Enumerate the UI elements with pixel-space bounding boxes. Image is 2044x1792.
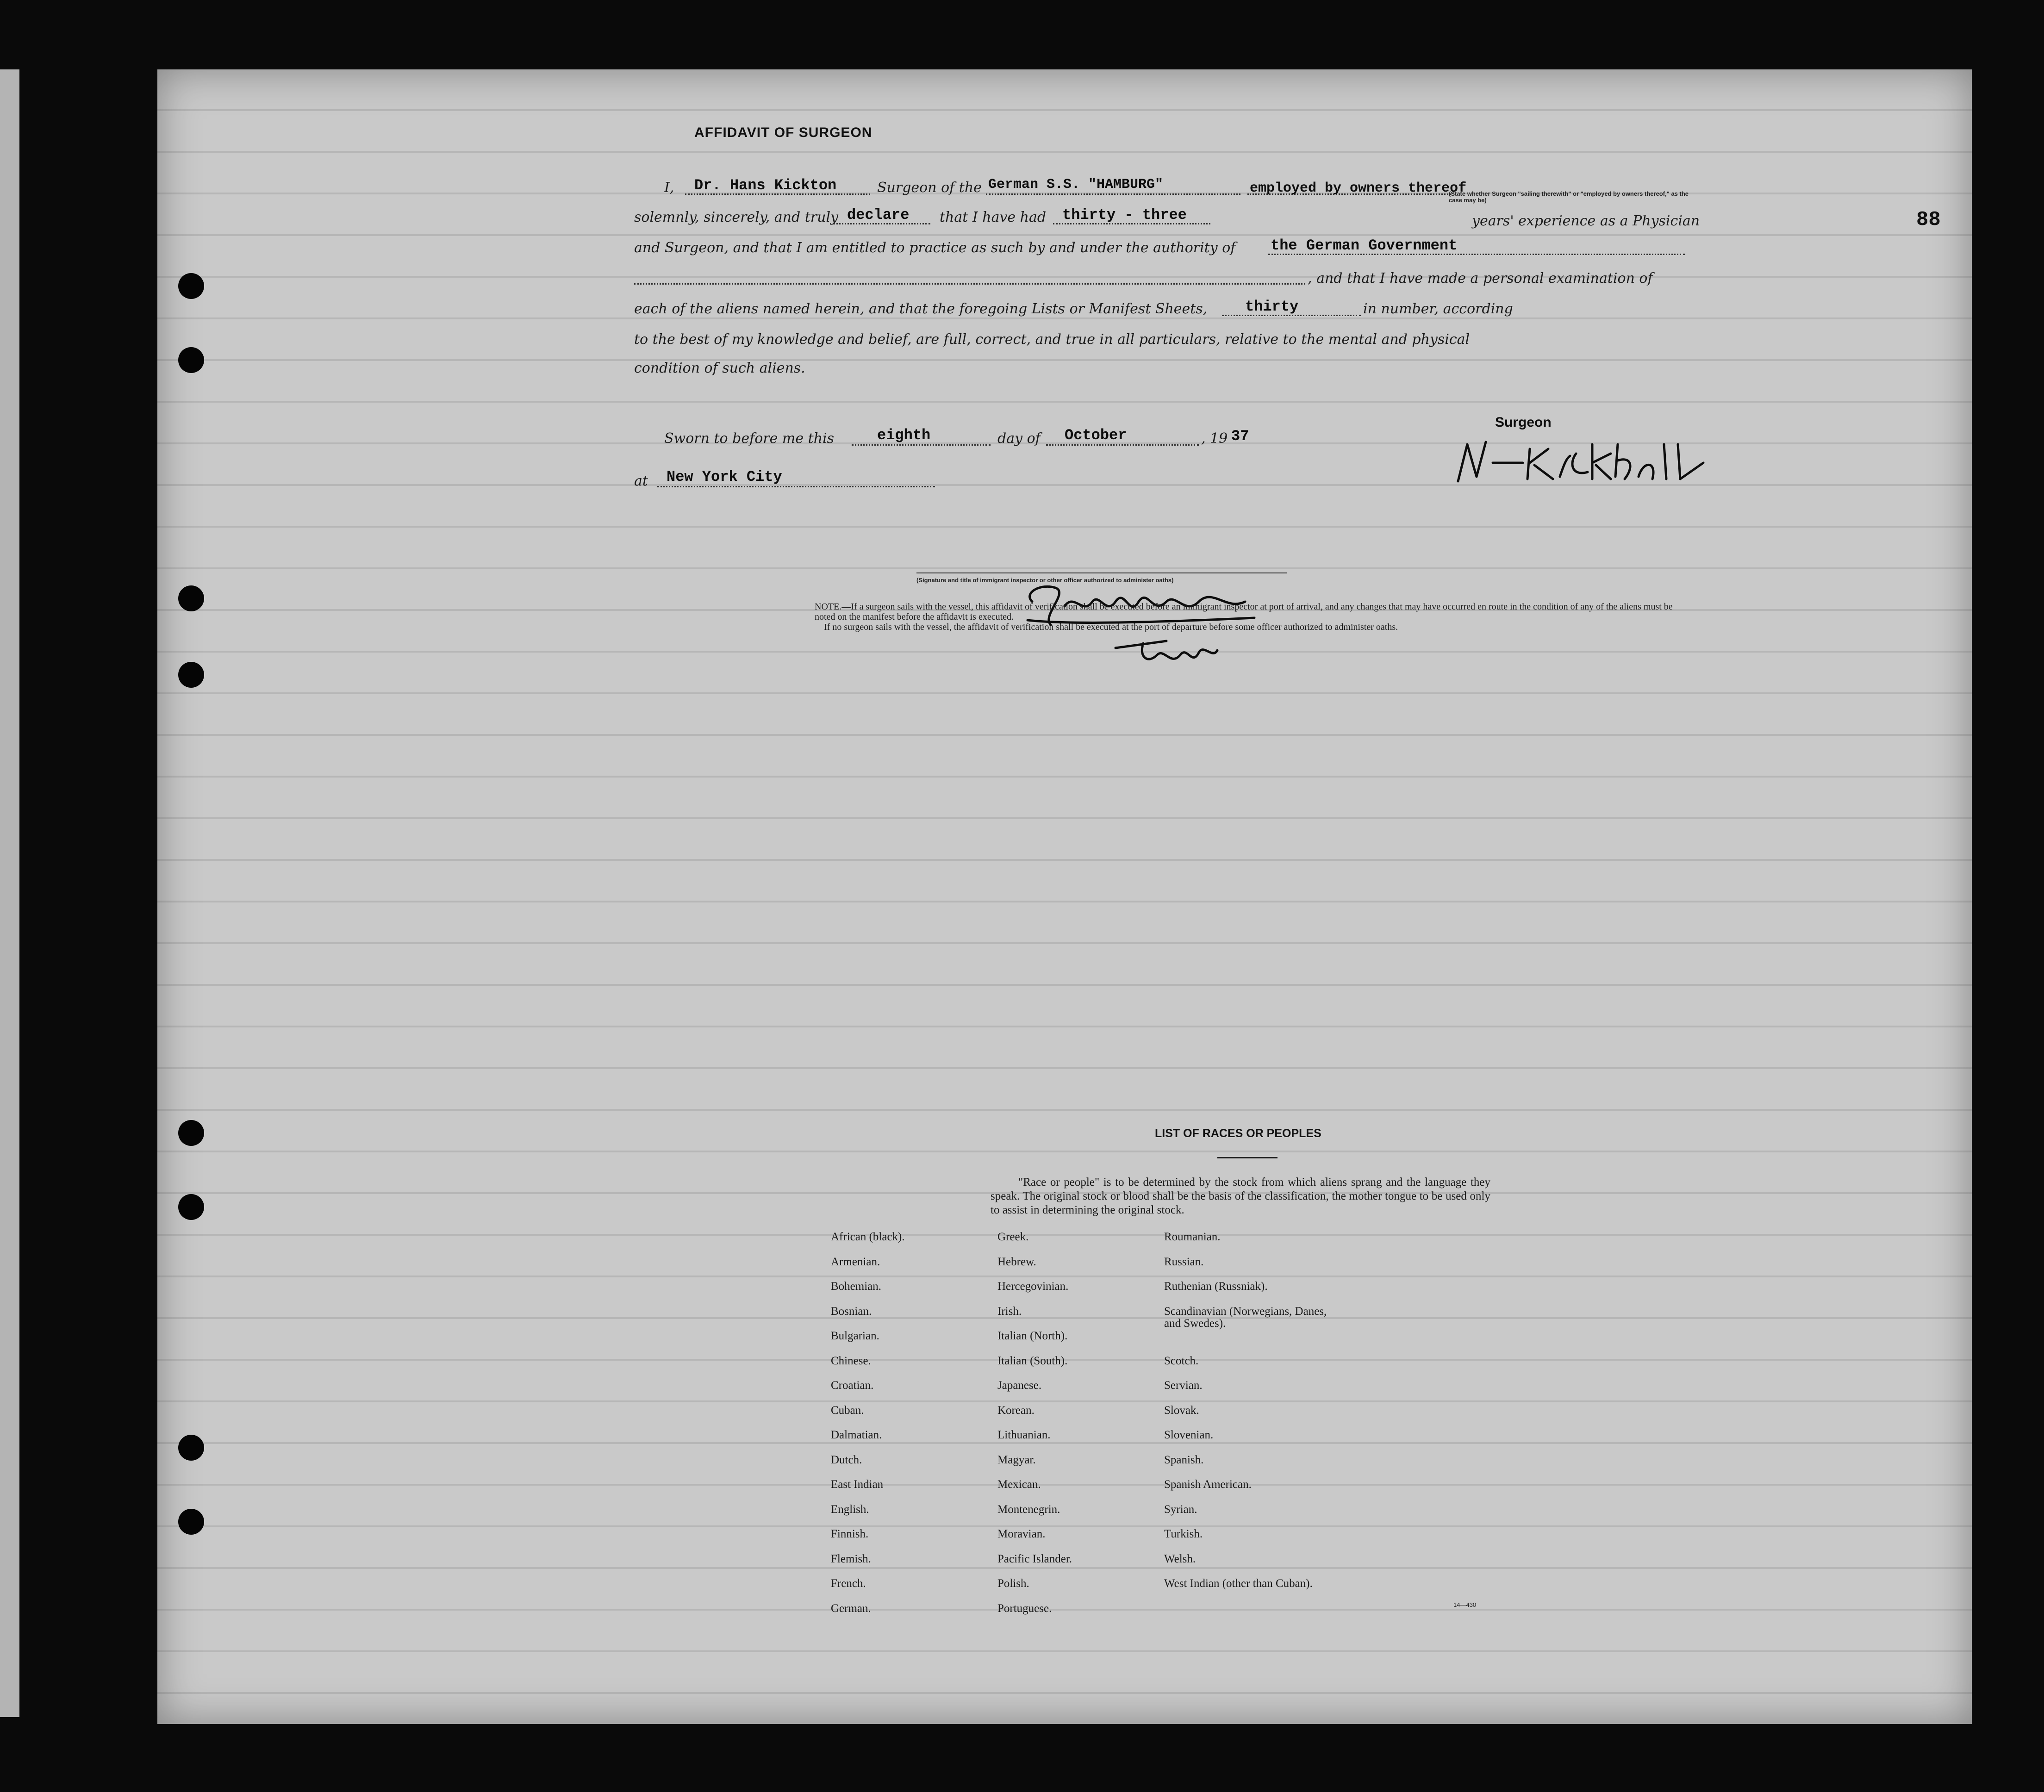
race-item: Greek. xyxy=(997,1231,1029,1243)
race-item: Moravian. xyxy=(997,1528,1046,1540)
vessel-name: German S.S. "HAMBURG" xyxy=(988,177,1164,193)
race-item: Pacific Islander. xyxy=(997,1552,1072,1565)
punch-hole xyxy=(178,585,204,611)
race-item: English. xyxy=(831,1503,869,1516)
race-item: Bohemian. xyxy=(831,1280,882,1293)
races-title: LIST OF RACES OR PEOPLES xyxy=(1155,1127,1321,1140)
punch-hole xyxy=(178,662,204,688)
month: October xyxy=(1065,427,1127,444)
surgeon-signature xyxy=(1449,435,1708,491)
race-item: Finnish. xyxy=(831,1528,869,1540)
affidavit-note xyxy=(815,602,1694,632)
note-paragraph-2: If no surgeon sails with the vessel, the affidavit of verification shall be executed at the port of departure before some officer authorized to administer oaths. xyxy=(824,622,1398,632)
race-item: Montenegrin. xyxy=(997,1503,1060,1516)
place-rule xyxy=(657,486,935,487)
page-number: 88 xyxy=(1916,208,1941,231)
form-number: 14—430 xyxy=(1453,1601,1477,1608)
note-paragraph-1: NOTE.—If a surgeon sails with the vessel, this affidavit of verification shall be executed before an immigrant inspector at port of arrival, and any changes that may have occurred en route in the condition of any of the aliens must be noted on the manifest before the affidavit is executed. xyxy=(815,602,1673,622)
race-item: Servian. xyxy=(1164,1379,1203,1392)
race-item: Turkish. xyxy=(1164,1528,1203,1540)
line5: , and that I have made a personal examination of xyxy=(1308,270,1653,286)
race-item: Spanish American. xyxy=(1164,1478,1252,1491)
race-item: Japanese. xyxy=(997,1379,1042,1392)
race-item: Magyar. xyxy=(997,1453,1036,1466)
punch-hole xyxy=(178,1120,204,1146)
race-item: Dutch. xyxy=(831,1453,862,1466)
i-label: I, xyxy=(664,180,674,196)
place: New York City xyxy=(667,468,782,485)
line2-b: that I have had xyxy=(940,209,1047,225)
punch-hole xyxy=(178,347,204,373)
races-column-2 xyxy=(997,1231,1072,1627)
race-item: Italian (South). xyxy=(997,1354,1068,1367)
surgeon-title: Surgeon xyxy=(1495,415,1552,430)
race-item: Mexican. xyxy=(997,1478,1041,1491)
year: 37 xyxy=(1231,428,1249,445)
race-item: German. xyxy=(831,1602,871,1615)
declare: declare xyxy=(847,206,910,224)
manifest-sheet xyxy=(157,69,1972,1724)
sheets: thirty xyxy=(1245,298,1299,315)
punch-hole xyxy=(178,1509,204,1535)
vessel-rule xyxy=(986,193,1240,195)
races-column-1 xyxy=(831,1231,905,1627)
race-item: Roumanian. xyxy=(1164,1231,1221,1243)
line4-a: and Surgeon, and that I am entitled to practice as such by and under the authority of xyxy=(634,240,1236,256)
sworn-label: Sworn to before me this xyxy=(664,430,835,447)
race-item: Korean. xyxy=(997,1404,1034,1417)
race-item: Portuguese. xyxy=(997,1602,1052,1615)
race-item: Polish. xyxy=(997,1577,1029,1590)
month-rule xyxy=(1046,444,1199,446)
line8: condition of such aliens. xyxy=(634,360,805,376)
race-item: Flemish. xyxy=(831,1552,871,1565)
races-title-rule xyxy=(1217,1157,1278,1158)
punch-hole xyxy=(178,273,204,299)
punch-hole xyxy=(178,1194,204,1220)
surgeon-name: Dr. Hans Kickton xyxy=(694,177,837,194)
race-item: Bulgarian. xyxy=(831,1330,879,1342)
inspector-rule xyxy=(916,572,1287,573)
authority-cont-rule xyxy=(634,283,1305,285)
race-item: Italian (North). xyxy=(997,1330,1068,1342)
signature-caption: (Signature and title of immigrant inspector or other officer authorized to administer oaths) xyxy=(916,577,1174,584)
line7: to the best of my knowledge and belief, are full, correct, and true in all particulars, relative to the mental and physical xyxy=(634,331,1470,348)
race-item: Scandinavian (Norwegians, Danes, and Swedes). xyxy=(1164,1305,1327,1330)
race-item: Slovak. xyxy=(1164,1404,1199,1417)
race-item: Hebrew. xyxy=(997,1255,1036,1268)
race-item: Bosnian. xyxy=(831,1305,872,1318)
day: eighth xyxy=(877,427,931,444)
race-item: Dalmatian. xyxy=(831,1429,882,1441)
line3-a: years' experience as a Physician xyxy=(1472,213,1700,229)
races-intro: "Race or people" is to be determined by the stock from which aliens sprang and the language they speak. The original stock or blood shall be the basis of the classification, the mother tongue to be used only to assist in determining the original stock. xyxy=(991,1176,1490,1216)
line6-a: each of the aliens named herein, and that the foregoing Lists or Manifest Sheets, xyxy=(634,301,1208,317)
race-item: East Indian xyxy=(831,1478,884,1491)
day-of-label: day of xyxy=(997,430,1041,447)
at-label: at xyxy=(634,473,648,489)
race-item: Chinese. xyxy=(831,1354,871,1367)
employment: employed by owners thereof xyxy=(1250,180,1467,196)
race-item: Russian. xyxy=(1164,1255,1204,1268)
race-item: Welsh. xyxy=(1164,1552,1196,1565)
affidavit-title: AFFIDAVIT OF SURGEON xyxy=(694,125,872,140)
race-item: Cuban. xyxy=(831,1404,864,1417)
line6-b: in number, according xyxy=(1363,301,1513,317)
authority: the German Government xyxy=(1271,237,1458,254)
race-item: African (black). xyxy=(831,1231,905,1243)
day-rule xyxy=(852,444,991,446)
race-item: Slovenian. xyxy=(1164,1429,1214,1441)
race-item: Scotch. xyxy=(1164,1354,1199,1367)
races-column-3 xyxy=(1164,1231,1331,1603)
employment-note: (State whether Surgeon "sailing therewith" or "employed by owners thereof," as the case may be) xyxy=(1449,190,1689,204)
years: thirty - three xyxy=(1062,206,1187,224)
race-item: Hercegovinian. xyxy=(997,1280,1069,1293)
race-item: French. xyxy=(831,1577,866,1590)
race-item: Irish. xyxy=(997,1305,1022,1318)
race-item: Ruthenian (Russniak). xyxy=(1164,1280,1268,1293)
line2-a: solemnly, sincerely, and truly xyxy=(634,209,839,225)
race-item: Lithuanian. xyxy=(997,1429,1051,1441)
race-item: West Indian (other than Cuban). xyxy=(1164,1577,1313,1590)
race-item: Spanish. xyxy=(1164,1453,1204,1466)
punch-hole xyxy=(178,1435,204,1461)
race-item: Croatian. xyxy=(831,1379,874,1392)
surgeon-of-label: Surgeon of the xyxy=(877,180,982,196)
adjacent-page-edge xyxy=(0,69,19,1717)
race-item: Syrian. xyxy=(1164,1503,1197,1516)
year-prefix: , 19 xyxy=(1201,430,1228,447)
race-item: Armenian. xyxy=(831,1255,880,1268)
